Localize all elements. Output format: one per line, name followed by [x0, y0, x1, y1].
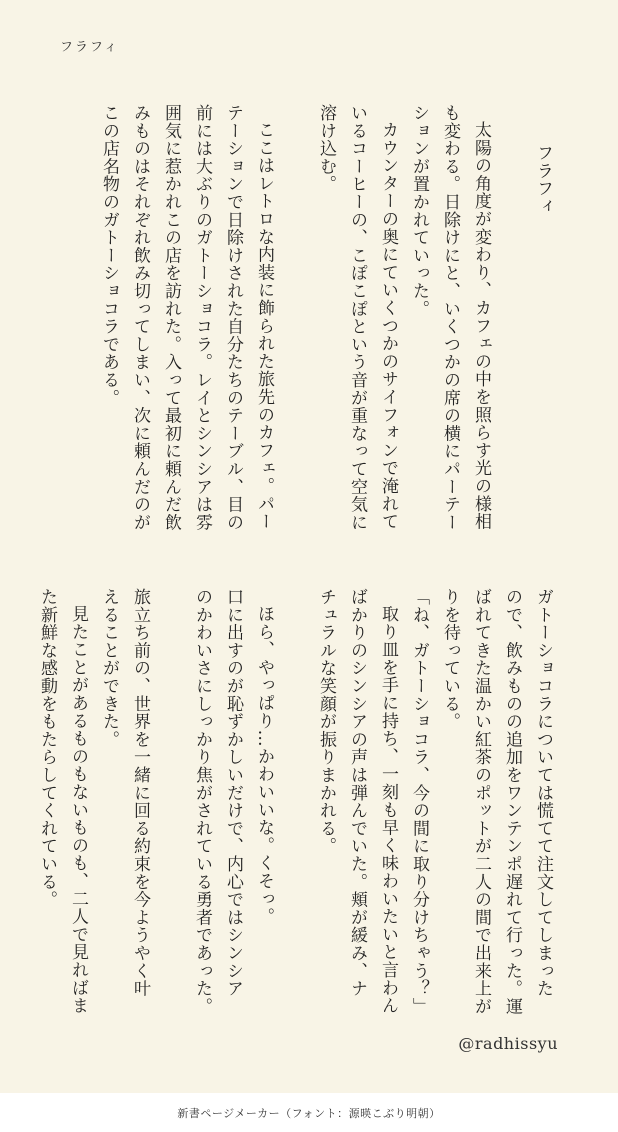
text-line: 口に出すのが恥ずかしいだけで、内心ではシンシア — [223, 588, 243, 998]
text-line: ほら、やっぱり…かわいいな。くそっ。 — [254, 605, 274, 926]
text-line: 太陽の角度が変わり、カフェの中を照らす光の様相 — [471, 121, 491, 531]
text-line: た新鮮な感動をもたらしてくれている。 — [37, 588, 57, 909]
chapter-heading: フラフィ — [533, 144, 553, 216]
blank-line — [279, 104, 310, 524]
text-line: 溶け込む。 — [316, 104, 336, 193]
text-line: みものはそれぞれ飲み切ってしまい、次に頼んだのが — [130, 104, 150, 532]
text-line: ガトーショコラについては慌てて注文してしまった — [533, 588, 553, 998]
text-line: チュラルな笑顔が振りまかれる。 — [316, 588, 336, 855]
blank-line — [496, 104, 527, 524]
dialogue-line: 「ね、ガトーショコラ、今の間に取り分けちゃう？」 — [409, 588, 429, 1016]
page-header-title: フラフィ — [60, 40, 119, 55]
text-line: りを待っている。 — [440, 588, 460, 731]
text-line: ばれてきた温かい紅茶のポットが二人の間で出来上が — [471, 588, 491, 1016]
text-line: ションが置かれていった。 — [409, 104, 429, 318]
text-line: テーションで日除けされた自分たちのテーブル、目の — [223, 104, 243, 532]
text-line: のかわいさにしっかり焦がされている勇者であった。 — [192, 588, 212, 1016]
text-line: この店名物のガトーショコラである。 — [99, 104, 119, 407]
top-text-block — [93, 104, 558, 532]
bottom-text-block — [31, 588, 558, 1016]
text-line: ばかりのシンシアの声は弾んでいた。頬が緩み、ナ — [347, 588, 367, 998]
text-line: えることができた。 — [99, 588, 119, 749]
text-line: 旅立ち前の、世界を一緒に回る約束を今ようやく叶 — [130, 588, 150, 998]
text-line: 囲気に惹かれこの店を訪れた。入って最初に頼んだ飲 — [161, 104, 181, 532]
text-line: 見たことがあるものもないものも、二人で見ればま — [68, 605, 88, 1015]
text-line: 取り皿を手に持ち、一刻も早く味わいたいと言わん — [378, 605, 398, 1015]
text-line: も変わる。日除けにと、いくつかの席の横にパーテー — [440, 104, 460, 532]
text-line: いるコーヒーの、こぽこぽという音が重なって空気に — [347, 104, 367, 532]
text-line: カウンターの奥にていくつかのサイフォンで淹れて — [378, 121, 398, 531]
text-line: ここはレトロな内装に飾られた旅先のカフェ。パー — [254, 121, 274, 531]
text-line: ので、飲みものの追加をワンテンポ遅れて行った。運 — [502, 588, 522, 1016]
footer-credit: 新書ページメーカー（フォント：源暎こぶり明朝） — [0, 1093, 618, 1132]
author-handle: @radhissyu — [458, 1034, 558, 1053]
blank-line — [279, 588, 310, 1008]
blank-line — [155, 588, 186, 1008]
text-line: 前には大ぶりのガトーショコラ。レイとシンシアは雰 — [192, 104, 212, 532]
